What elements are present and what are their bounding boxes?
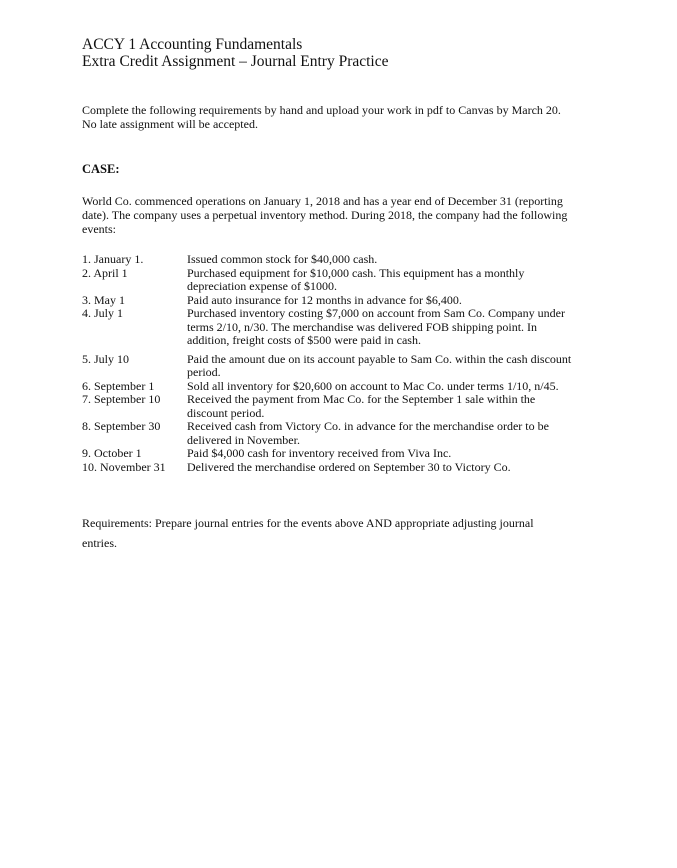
- case-description-line: World Co. commenced operations on January 1, 2018 and has a year end of December 31 (reporting: [82, 194, 563, 208]
- event-description-line: Delivered the merchandise ordered on September 30 to Victory Co.: [187, 459, 511, 474]
- document-header: [82, 36, 389, 70]
- event-item: [82, 461, 602, 475]
- case-description-line: events:: [82, 222, 116, 236]
- event-item: [82, 294, 602, 308]
- requirements-paragraph: [82, 513, 602, 553]
- event-description-line: Received the payment from Mac Co. for the September 1 sale within the: [187, 392, 536, 406]
- instructions-line: Complete the following requirements by hand and upload your work in pdf to Canvas by March 20.: [82, 103, 561, 117]
- event-description-line: Paid $4,000 cash for inventory received from Viva Inc.: [187, 446, 452, 460]
- instructions-line: No late assignment will be accepted.: [82, 117, 258, 131]
- event-date: 1. January 1.: [82, 252, 144, 266]
- instructions-paragraph: [82, 103, 622, 131]
- event-description: [187, 307, 602, 348]
- assignment-title: Extra Credit Assignment – Journal Entry Practice: [82, 53, 389, 70]
- event-description-line: discount period.: [187, 405, 265, 420]
- requirements-line: Requirements: Prepare journal entries for the events above AND appropriate adjusting journal: [82, 516, 534, 530]
- events-list: [82, 253, 602, 474]
- requirements-line: entries.: [82, 536, 117, 550]
- event-description: [187, 267, 602, 294]
- event-description: [187, 393, 602, 420]
- event-description-line: Issued common stock for $40,000 cash.: [187, 252, 378, 266]
- event-description: [187, 420, 602, 447]
- event-item: [82, 420, 602, 447]
- event-description-line: Paid the amount due on its account payable to Sam Co. within the cash discount: [187, 351, 572, 366]
- event-item: [82, 353, 602, 380]
- event-description-line: addition, freight costs of $500 were paid in cash.: [187, 333, 421, 347]
- event-item: [82, 307, 602, 348]
- event-date: 7. September 10: [82, 392, 161, 406]
- event-description-line: depreciation expense of $1000.: [187, 279, 337, 293]
- event-date: 2. April 1: [82, 265, 128, 280]
- event-date: 4. July 1: [82, 306, 124, 320]
- event-description: [187, 447, 602, 461]
- case-description: [82, 194, 602, 236]
- event-description-line: Sold all inventory for $20,600 on account to Mac Co. under terms 1/10, n/45.: [187, 378, 559, 393]
- event-description: [187, 253, 602, 267]
- case-description-line: date). The company uses a perpetual inventory method. During 2018, the company had the following: [82, 208, 568, 222]
- event-description: [187, 353, 602, 380]
- event-date: 8. September 30: [82, 419, 161, 433]
- event-description: [187, 461, 602, 475]
- event-item: [82, 253, 602, 267]
- event-item: [82, 447, 602, 461]
- event-description-line: Received cash from Victory Co. in advance for the merchandise order to be: [187, 419, 549, 433]
- event-description-line: Purchased equipment for $10,000 cash. This equipment has a monthly: [187, 265, 525, 280]
- event-item: [82, 267, 602, 294]
- event-date: 6. September 1: [82, 378, 155, 393]
- event-description-line: Paid auto insurance for 12 months in advance for $6,400.: [187, 292, 462, 307]
- event-description: [187, 380, 602, 394]
- event-description-line: delivered in November.: [187, 432, 300, 447]
- event-date: 5. July 10: [82, 351, 130, 366]
- event-description-line: Purchased inventory costing $7,000 on account from Sam Co. Company under: [187, 306, 565, 320]
- event-date: 3. May 1: [82, 292, 125, 307]
- event-item: [82, 393, 602, 420]
- event-date: 10. November 31: [82, 459, 166, 474]
- course-title: ACCY 1 Accounting Fundamentals: [82, 36, 303, 53]
- case-heading: CASE:: [82, 162, 120, 176]
- event-description-line: terms 2/10, n/30. The merchandise was delivered FOB shipping point. In: [187, 319, 538, 334]
- event-description: [187, 294, 602, 308]
- event-date: 9. October 1: [82, 446, 142, 460]
- event-item: [82, 380, 602, 394]
- event-description-line: period.: [187, 365, 221, 379]
